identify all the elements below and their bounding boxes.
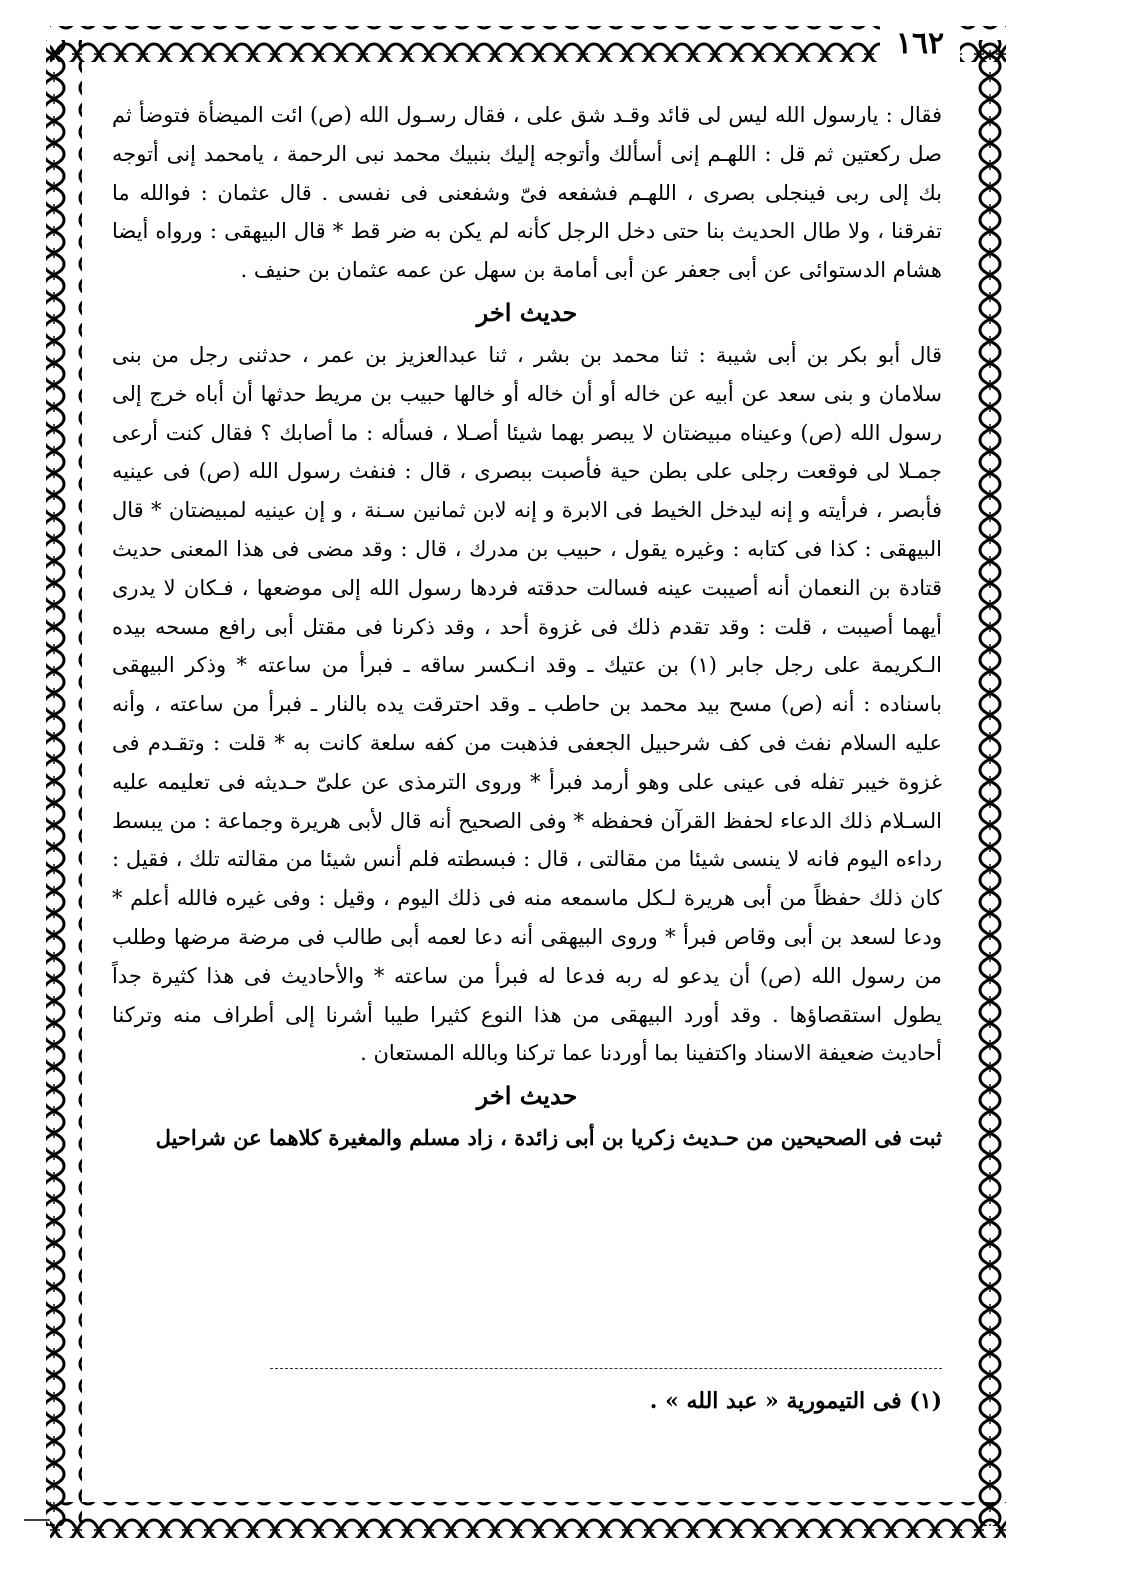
paragraph: ثبت فى الصحيحين من حـديث زكريا بن أبى زائدة ، زاد مسلم والمغيرة كلاهما عن شراحيل [155,1125,942,1151]
footnote-divider [270,1368,942,1369]
paragraph: فقال : يارسول الله ليس لى قائد وقـد شق على ، فقال رسـول الله (ص) ائت الميضأة فتوضأ ثم صل ركعتين ثم قل : اللهـم إنى أسألك وأتوجه إليك بنبيك محمد نبى الرحمة ، يامحمد إنى أتوجه بك إلى ربى فينجلى بصرى ، اللهـم فشفعه فىّ وشفعنى فى نفسى . قال عثمان : فوالله ما تفرقنا ، ولا طال الحديث بنا حتى دخل الرجل كأنه لم يكن به ضر قط * قال البيهقى : ورواه أيضا هشام الدستوائى عن أبى جعفر عن أبى أمامة بن سهل عن عمه عثمان بن حنيف . [112,103,942,283]
paragraph: قال أبو بكر بن أبى شيبة : ثنا محمد بن بشر ، ثنا عبدالعزيز بن عمر ، حدثنى رجل من بنى سلامان و بنى سعد عن أبيه عن خاله أو أن خاله أو خالها حبيب بن مريط حدثها أن أباه خرج إلى رسول الله (ص) وعيناه مبيضتان لا يبصر بهما شيئا أصـلا ، فسأله : ما أصابك ؟ فقال كنت أرعى جمـلا لى فوقعت رجلى على بطن حية فأصبت ببصرى ، قال : فنفث رسول الله (ص) فى عينيه فأبصر ، فرأيته و إنه ليدخل الخيط فى الابرة و إنه لابن ثمانين سـنة ، و إن عينيه لمبيضتان * قال البيهقى : كذا فى كتابه : وغيره يقول ، حبيب بن مدرك ، قال : وقد مضى فى هذا المعنى حديث قتادة بن النعمان أنه أصيبت عينه فسالت حدقته فردها رسول الله إلى موضعها ، فـكان لا يدرى أيهما أصيبت ، قلت : وقد تقدم ذلك فى غزوة أحد ، وقد ذكرنا فى مقتل أبى رافع مسحه بيده الـكريمة على رجل جابر (١) بن عتيك ـ وقد انـكسر ساقه ـ فبرأ من ساعته * وذكر البيهقى باسناده : أنه (ص) مسح بيد محمد بن حاطب ـ وقد احترقت يده بالنار ـ فبرأ من ساعته ، وأنه عليه السلام نفث فى كف شرحبيل الجعفى فذهبت من كفه سلعة كانت به * قلت : وتقـدم فى غزوة خيبر تفله فى عينى على وهو أرمد فبرأ * وروى الترمذى عن علىّ حـديثه فى تعليمه عليه السـلام ذلك الدعاء لحفظ القرآن فحفظه * وفى الصحيح أنه قال لأبى هريرة وجماعة : من يبسط رداءه اليوم فانه لا ينسى شيئا من مقالتى ، قال : فبسطته فلم أنس شيئا من مقالته تلك ، فقيل : كان ذلك حفظاً من أبى هريرة لـكل ماسمعه منه فى ذلك اليوم ، وقيل : وفى غيره فالله أعلم * ودعا لسعد بن أبى وقاص فبرأ * وروى البيهقى أنه دعا لعمه أبى طالب فى مرضة مرضها وطلب من رسول الله (ص) أن يدعو له ربه فدعا له فبرأ من ساعته * والأحاديث فى هذا كثيرة جداً يطول استقصاؤها . وقد أورد البيهقى من هذا النوع كثيرا طيبا أشرنا إلى أطراف منه وتركنا أحاديث ضعيفة الاسناد واكتفينا بما أوردنا عما تركنا وبالله المستعان . [112,342,942,1066]
section-heading: حديث اخر [476,297,578,327]
main-text [112,96,942,1158]
section-heading: حديث اخر [476,1081,578,1111]
footnote: (١) فى التيمورية « عبد الله » . [649,1388,942,1414]
page-number: ١٦٢ [880,24,960,64]
